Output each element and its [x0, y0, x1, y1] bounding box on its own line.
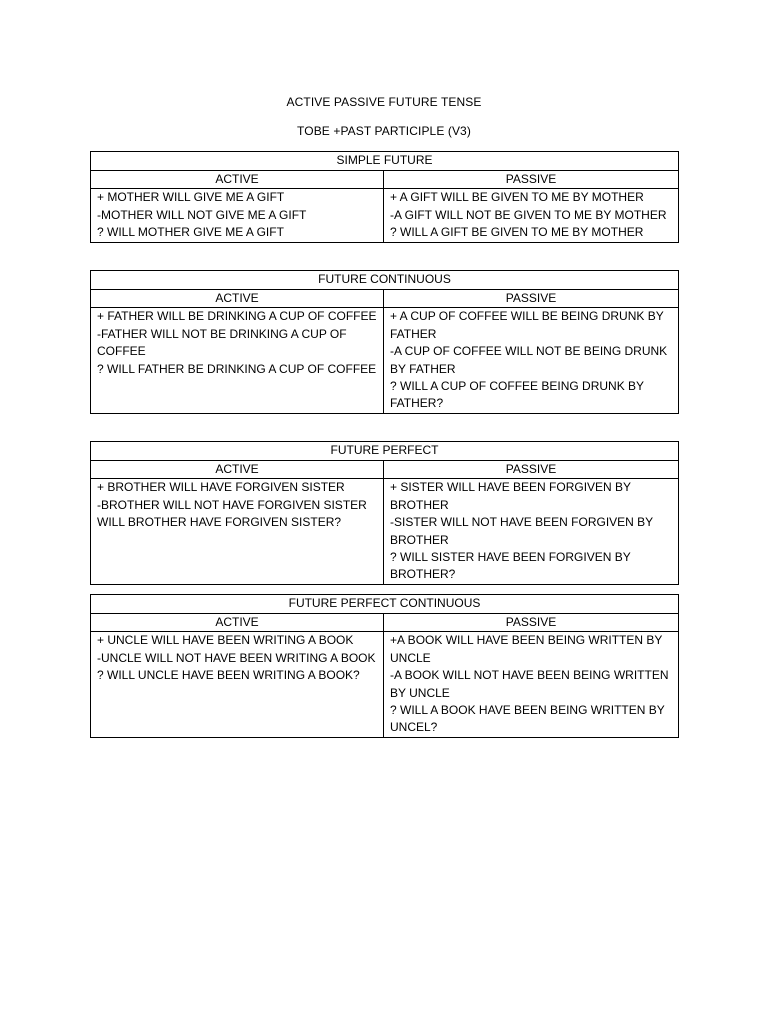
passive-sentences-cell [384, 632, 679, 737]
table-title: FUTURE CONTINUOUS [91, 271, 679, 290]
active-sentences-cell [91, 479, 384, 584]
passive-positive-sentence: + A GIFT WILL BE GIVEN TO ME BY MOTHER [390, 190, 644, 205]
active-question-sentence: ? WILL FATHER BE DRINKING A CUP OF COFFEE [97, 361, 377, 376]
table-title: FUTURE PERFECT CONTINUOUS [91, 595, 679, 614]
active-sentences-cell [91, 308, 384, 413]
active-question-sentence: ? WILL UNCLE HAVE BEEN WRITING A BOOK? [97, 668, 360, 683]
passive-negative-sentence: -A CUP OF COFFEE WILL NOT BE BEING DRUNK BY FATHER [390, 344, 668, 376]
passive-column-header: PASSIVE [384, 614, 679, 632]
passive-column-header: PASSIVE [384, 461, 679, 479]
active-column-header: ACTIVE [91, 461, 384, 479]
document-title: ACTIVE PASSIVE FUTURE TENSE [286, 95, 482, 109]
active-question-sentence: ? WILL MOTHER GIVE ME A GIFT [97, 225, 284, 240]
simple-future-table [90, 151, 679, 243]
passive-sentences-cell [384, 479, 679, 584]
active-positive-sentence: + UNCLE WILL HAVE BEEN WRITING A BOOK [97, 633, 354, 648]
table-title: SIMPLE FUTURE [91, 152, 679, 171]
passive-positive-sentence: + SISTER WILL HAVE BEEN FORGIVEN BY BROTHER [390, 480, 631, 512]
active-negative-sentence: -MOTHER WILL NOT GIVE ME A GIFT [97, 207, 307, 222]
passive-question-sentence: ? WILL A CUP OF COFFEE BEING DRUNK BY FATHER? [390, 379, 644, 411]
passive-question-sentence: ? WILL A GIFT BE GIVEN TO ME BY MOTHER [390, 225, 644, 240]
future-perfect-continuous-table [90, 594, 679, 738]
passive-sentences-cell [384, 189, 679, 242]
active-negative-sentence: -UNCLE WILL NOT HAVE BEEN WRITING A BOOK [97, 650, 376, 665]
passive-negative-sentence: -SISTER WILL NOT HAVE BEEN FORGIVEN BY BROTHER [390, 515, 653, 547]
active-positive-sentence: + FATHER WILL BE DRINKING A CUP OF COFFEE [97, 309, 377, 324]
active-sentences-cell [91, 189, 384, 242]
future-perfect-table [90, 441, 679, 585]
passive-column-header: PASSIVE [384, 171, 679, 189]
active-question-sentence: WILL BROTHER HAVE FORGIVEN SISTER? [97, 515, 342, 530]
active-positive-sentence: + MOTHER WILL GIVE ME A GIFT [97, 190, 285, 205]
passive-question-sentence: ? WILL A BOOK HAVE BEEN BEING WRITTEN BY UNCEL? [390, 703, 665, 735]
passive-positive-sentence: + A CUP OF COFFEE WILL BE BEING DRUNK BY FATHER [390, 309, 664, 341]
future-continuous-table [90, 270, 679, 414]
table-title: FUTURE PERFECT [91, 442, 679, 461]
active-negative-sentence: -FATHER WILL NOT BE DRINKING A CUP OF COFFEE [97, 326, 347, 359]
passive-column-header: PASSIVE [384, 290, 679, 308]
active-sentences-cell [91, 632, 384, 737]
active-positive-sentence: + BROTHER WILL HAVE FORGIVEN SISTER [97, 480, 345, 495]
passive-sentences-cell [384, 308, 679, 413]
passive-positive-sentence: +A BOOK WILL HAVE BEEN BEING WRITTEN BY UNCLE [390, 633, 663, 665]
active-column-header: ACTIVE [91, 171, 384, 189]
active-column-header: ACTIVE [91, 614, 384, 632]
passive-question-sentence: ? WILL SISTER HAVE BEEN FORGIVEN BY BROTHER? [390, 550, 631, 582]
document-subtitle: TOBE +PAST PARTICIPLE (V3) [297, 124, 471, 138]
active-negative-sentence: -BROTHER WILL NOT HAVE FORGIVEN SISTER [97, 497, 367, 512]
active-column-header: ACTIVE [91, 290, 384, 308]
passive-negative-sentence: -A BOOK WILL NOT HAVE BEEN BEING WRITTEN BY UNCLE [390, 668, 669, 700]
passive-negative-sentence: -A GIFT WILL NOT BE GIVEN TO ME BY MOTHER [390, 207, 667, 222]
